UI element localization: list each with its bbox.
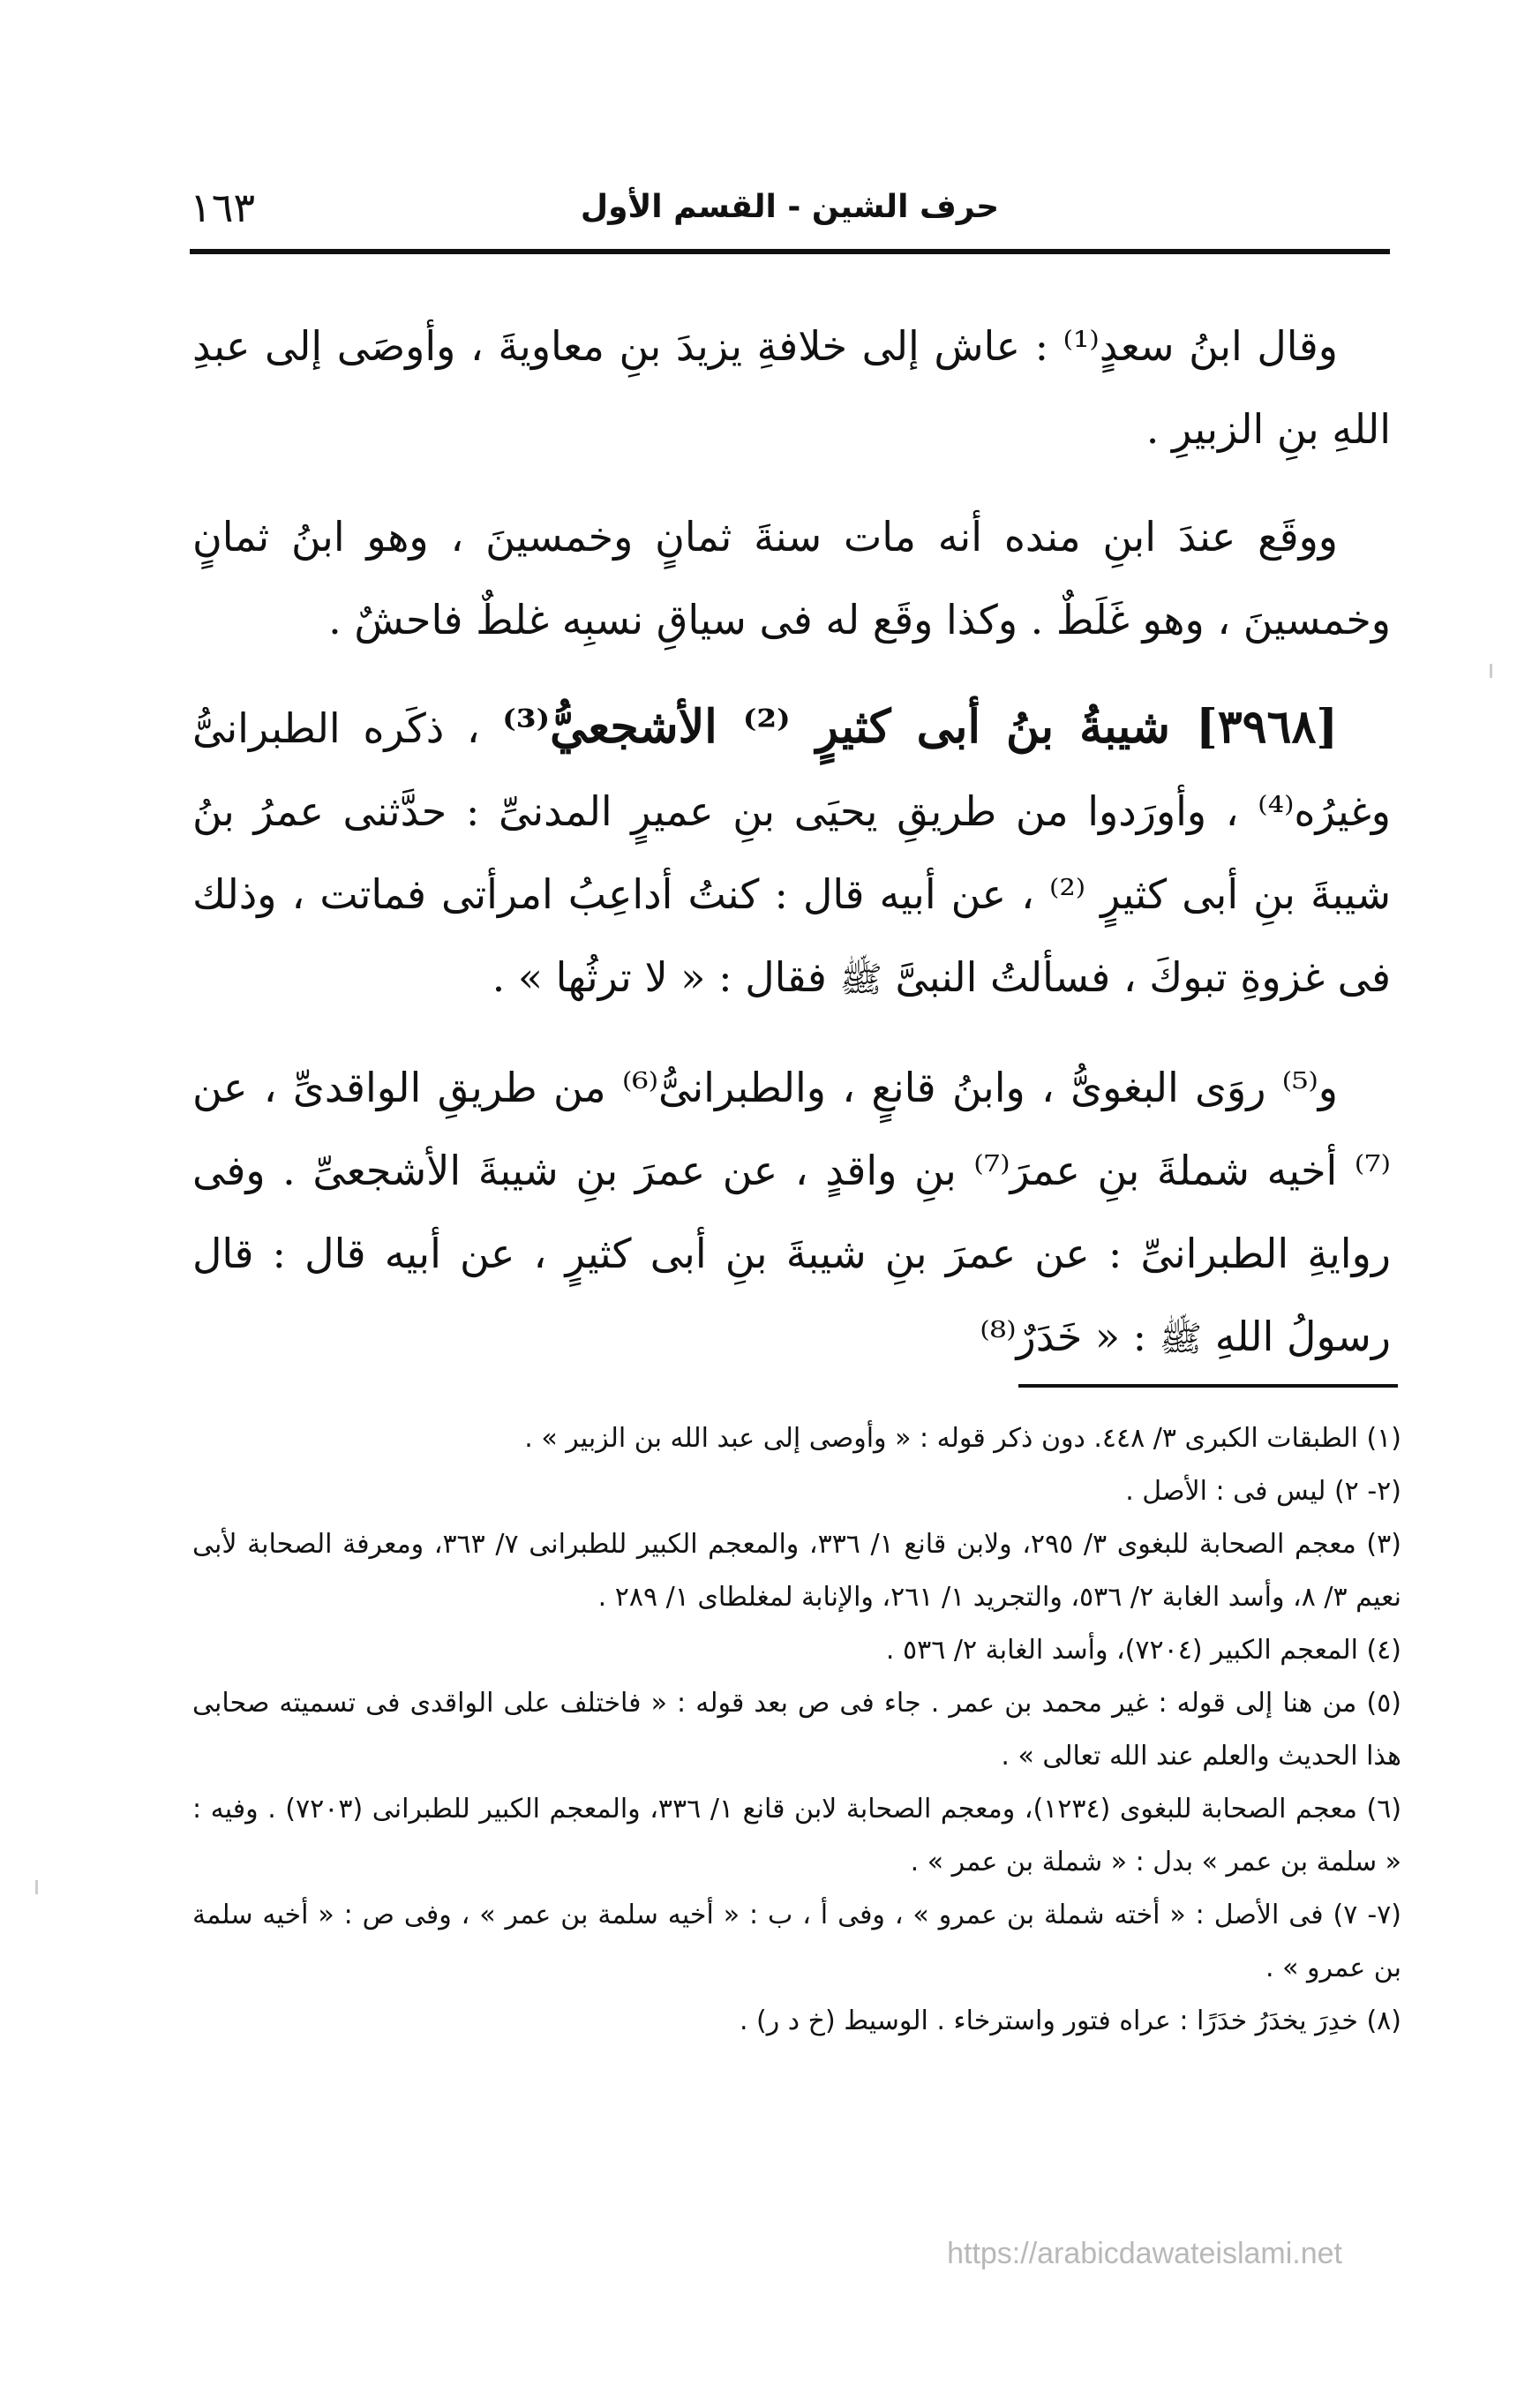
footnotes [192,1412,1401,2048]
running-title: حرف الشين - القسم الأول [580,189,1000,225]
paragraph-text: و⁽⁵⁾ روَى البغوىُّ ، وابنُ قانعٍ ، والطبرانىُّ⁽⁶⁾ من طريقِ الواقدىِّ ، عن ⁽⁷⁾ أخيه شملةَ بنِ عمرَ⁽⁷⁾ بنِ واقدٍ ، عن عمرَ بنِ شيبةَ الأشجعىِّ . وفى روايةِ الطبرانىِّ : عن عمرَ بنِ شيبةَ بنِ أبى كثيرٍ ، عن أبيه قال : قال رسولُ اللهِ [192,1064,1391,1360]
footnote: (١) الطبقات الكبرى ٣/ ٤٤٨. دون ذكر قوله : « وأوصى إلى عبد الله بن الزبير » . [524,1423,1401,1454]
entry-heading: [٣٩٦٨] شيبةُ بنُ أبى كثيرٍ ⁽²⁾ الأشجعيُّ⁽³⁾ [502,700,1339,754]
entry-text-end: فقال : « لا ترثُها » . [492,953,840,1001]
running-head [190,177,1390,238]
header-rule [190,249,1390,254]
salutation-glyph: ﷺ [1159,1319,1203,1359]
footnote: (٥) من هنا إلى قوله : غير محمد بن عمر . جاء فى ص بعد قوله : « فاختلف على الواقدى فى تسميته صحابى هذا الحديث والعلم عند الله تعالى » . [192,1688,1401,1772]
footnote: (٤) المعجم الكبير (٧٢٠٤)، وأسد الغابة ٢/ ٥٣٦ . [885,1635,1401,1666]
scan-speck [35,1880,38,1894]
footnote: (٨) خدِرَ يخدَرُ خدَرًا : عراه فتور واسترخاء . الوسيط (خ د ر) . [739,2005,1401,2036]
scan-speck [1490,664,1492,678]
entry-text: ، ذكَره الطبرانىُّ وغيرُه⁽⁴⁾ ، وأورَدوا من طريقِ يحيَى بنِ عميرٍ المدنىِّ : حدَّثنى عمرُ بنُ شيبةَ بنِ أبى كثيرٍ ⁽²⁾ ، عن أبيه قال : كنتُ أداعِبُ امرأتى فماتت ، وذلك فى غزوةِ تبوكَ ، فسألتُ النبىَّ [192,704,1391,1001]
main-text [192,305,1391,1405]
footnote: (٧- ٧) فى الأصل : « أخته شملة بن عمرو » ، وفى أ ، ب : « أخيه سلمة بن عمر » ، وفى ص : « أخيه سلمة بن عمرو » . [192,1900,1401,1983]
paragraph [192,1046,1391,1381]
footnote: (٦) معجم الصحابة للبغوى (١٢٣٤)، ومعجم الصحابة لابن قانع ١/ ٣٣٦، والمعجم الكبير للطبرانى (٧٢٠٣) . وفيه : « سلمة بن عمر » بدل : « شملة بن عمر » . [192,1794,1402,1877]
paragraph: وقال ابنُ سعدٍ⁽¹⁾ : عاش إلى خلافةِ يزيدَ بنِ معاويةَ ، وأوصَى إلى عبدِ اللهِ بنِ الزبيرِ . [192,322,1391,453]
footnote-rule [1018,1384,1398,1388]
footnote: (٢- ٢) ليس فى : الأصل . [1125,1476,1401,1507]
watermark-url: https://arabicdawateislami.net [947,2237,1342,2270]
paragraph: ووقَع عندَ ابنِ منده أنه مات سنةَ ثمانٍ وخمسينَ ، وهو ابنُ ثمانٍ وخمسينَ ، وهو غَلَطٌ . وكذا وقَع له فى سياقِ نسبِه غلطٌ فاحشٌ . [192,513,1391,643]
paragraph-text-end: : « خَدَرٌ⁽⁸⁾ [980,1313,1160,1360]
salutation-glyph: ﷺ [839,959,882,1000]
page-number: ١٦٣ [190,184,256,231]
footnote: (٣) معجم الصحابة للبغوى ٣/ ٢٩٥، ولابن قانع ١/ ٣٣٦، والمعجم الكبير للطبرانى ٧/ ٣٦٣، ومعرفة الصحابة لأبى نعيم ٣/ ٨، وأسد الغابة ٢/ ٥٣٦، والتجريد ١/ ٢٦١، والإنابة لمغلطاى ١/ ٢٨٩ . [192,1529,1401,1613]
biography-entry [192,686,1391,1021]
